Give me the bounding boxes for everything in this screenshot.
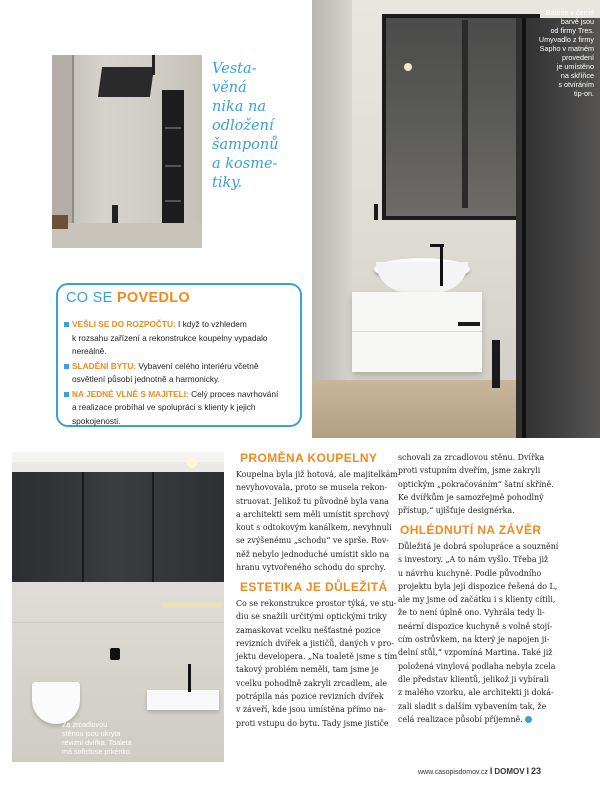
text-line: u návrhu kuchyně. Podle původního [398, 568, 542, 578]
text-line: ale my jsme od začátku i s klienty cítili, [398, 595, 556, 605]
text-line: vcelku pohodlně zakryli zrcadlem, ale [236, 678, 388, 688]
caption-line: má softclose prkénko. [62, 747, 132, 756]
text-line: neární dispozice kuchyně s volně stojí- [398, 621, 553, 631]
text-line-end: celá realizace působí příjemně. [398, 714, 523, 724]
text-line: přístup,“ ujišťuje designérka. [398, 506, 515, 516]
caption-line: je umístěno [556, 62, 594, 71]
text-line: Koupelna byla již hotová, ale majitelkám [236, 470, 398, 479]
success-item [64, 388, 298, 429]
footer-url: www.casopisdomov.cz [418, 769, 488, 776]
heading-looking-back: OHLÉDNUTÍ NA ZÁVĚR [400, 523, 542, 537]
text-line: nevyhovovala, proto se musela rekon- [236, 483, 388, 493]
text-line: revizních dvířek a jističů, daných v pro- [236, 638, 394, 648]
caption-line: na skříňce [560, 71, 594, 80]
caption-line: stěnou jsou ukryta [62, 729, 121, 738]
success-item-lead: NA JEDNÉ VLNĚ S MAJITELI: [72, 388, 189, 399]
toilet-photo [12, 452, 224, 762]
heading-bathroom-transformation: PROMĚNA KOUPELNY [240, 451, 378, 465]
text-line: proti vstupním dveřím, jsme zakryli [398, 466, 541, 476]
success-item [64, 360, 298, 387]
bullet-square-icon [64, 322, 69, 327]
success-item-lead: VEŠLI SE DO ROZPOČTU: [72, 319, 176, 329]
caption-line: nika na [212, 99, 266, 115]
faucet-caption [520, 8, 594, 98]
shower-niche-photo [52, 55, 202, 248]
caption-line: Baterie v černé [545, 8, 594, 17]
end-mark-icon [525, 716, 532, 723]
footer-brand: DOMOV [494, 767, 525, 776]
success-item [64, 318, 298, 359]
text-line: schovali za zrcadlovou stěnu. Dvířka [398, 453, 545, 462]
niche-caption [212, 60, 298, 193]
text-line: delní stůl,“ vzpomíná Martina. Také již [398, 648, 553, 658]
text-line: projektu byla její dispozice řešená do L, [398, 581, 558, 591]
text-line [398, 713, 553, 726]
caption-line: šamponů [212, 137, 279, 153]
text-line: že to není úplně ono. Vyhrála tedy li- [398, 608, 545, 618]
caption-line: věná [212, 80, 247, 96]
footer-separator: I [489, 766, 493, 776]
caption-line: Sapho v matném [539, 44, 594, 53]
caption-line: tip-on. [574, 89, 594, 98]
page-footer [418, 766, 541, 776]
text-line: dle představ klientů, jelikož ji vybírali [398, 674, 549, 684]
bullet-square-icon [64, 364, 69, 369]
text-line: s investory. „A to nám vyšlo. Třeba již [398, 555, 549, 565]
text-line: v záveří, kde jsou umístěna přímo na- [236, 705, 386, 715]
success-item-text: a realizace probíhal ve spolupráci s klienty k jejich [72, 402, 256, 412]
text-line: hranu vytvořeného schodu do sprchy. [236, 563, 386, 573]
caption-line: Za zrcadlovou [62, 720, 108, 729]
text-line: potrápila nás pozice revizních dvířek [236, 692, 384, 702]
text-line: proti vstupu do bytu. Tady jsme jističe [236, 718, 389, 728]
article-paragraph-4 [398, 540, 559, 726]
text-line: takový problém neměli, tam jsme je [236, 665, 379, 675]
success-item-text: k rozsahu zařízení a rekonstrukce koupelny vypadalo [72, 332, 268, 343]
toilet-caption [62, 720, 172, 756]
text-line: zamaskovat vcelku nešťastné pozice [236, 625, 381, 635]
text-line: optickým „pokračováním“ šatní skříně. [398, 479, 554, 489]
success-item-text: I když to vzhledem [175, 319, 247, 329]
success-item-text: Celý proces navrhování [188, 388, 279, 399]
footer-separator: I [526, 766, 530, 776]
caption-line: od firmy Tres. [550, 26, 594, 35]
text-line: se zvýšenému „schodu“ ve sprše. Rov- [236, 536, 389, 546]
text-line: z malého vzorku, ale architekti ji doká- [398, 688, 554, 698]
article-paragraph-3 [398, 451, 553, 517]
success-item-text: Vybavení celého interiéru včetně [136, 360, 259, 371]
caption-line: provedení [562, 53, 594, 62]
text-line: diu se snažili určitými optickými triky [236, 612, 387, 622]
success-title-part: CO SE [66, 290, 117, 306]
success-item-text: nereálně. [72, 346, 107, 356]
page-number: 23 [530, 766, 541, 776]
text-line: cím ostrůvkem, na který je napojen ji- [398, 635, 550, 645]
caption-line: a kosme- [212, 156, 278, 172]
text-line: a architekti sem měli umístit sprchový [236, 509, 390, 519]
article-paragraph-1 [236, 468, 398, 574]
caption-line: barvě jsou [560, 17, 594, 26]
text-line: kout s odtokovým kanálkem, nevyhnuli [236, 523, 392, 533]
text-line: zali sladit s dalším vybavením tak, že [398, 701, 547, 711]
caption-line: tiky. [212, 175, 243, 191]
success-list [64, 318, 298, 429]
caption-line: revizní dvířka. Toaleta [62, 738, 132, 747]
text-line: položená vinylová podlaha nebyla zcela [398, 661, 556, 671]
text-line: Co se rekonstrukce prostor týká, ve stu- [236, 599, 397, 608]
success-title-highlight: POVEDLO [116, 290, 190, 306]
text-line: jektu developera. „Na toaletě jsme s tím [236, 652, 398, 662]
bullet-square-icon [64, 392, 69, 397]
caption-line: s otvíráním [558, 80, 594, 89]
caption-line: odložení [212, 118, 274, 134]
success-title [66, 290, 190, 306]
article-paragraph-2 [236, 597, 398, 730]
text-line: něž nebylo jednoduché umístit sklo na [236, 549, 390, 559]
text-line: Ke dvířkům je samozřejmě pohodlný [398, 492, 544, 502]
text-line: struovat. Jelikož tu původně byla vana [236, 496, 389, 506]
heading-aesthetics: ESTETIKA JE DŮLEŽITÁ [240, 580, 388, 594]
caption-line: Umyvadlo z firmy [538, 35, 594, 44]
text-line: Důležitá je dobrá spolupráce a souznění [398, 542, 559, 551]
caption-line: Vesta- [212, 61, 257, 77]
success-item-lead: SLADĚNÍ BYTU: [72, 360, 137, 371]
success-item-text: spokojenosti. [72, 415, 121, 426]
success-item-text: osvětlení působí jednotně a harmonicky. [72, 374, 220, 384]
